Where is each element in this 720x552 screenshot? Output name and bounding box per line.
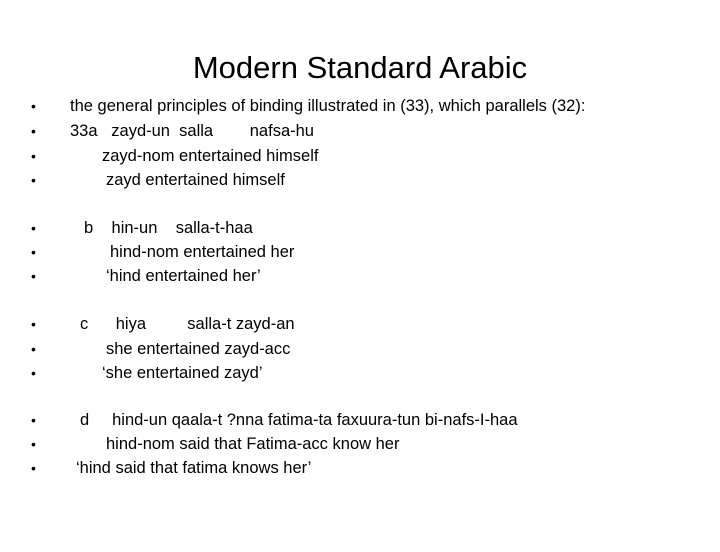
bullet-text: zayd entertained himself bbox=[106, 171, 285, 189]
bullet-dot-icon: • bbox=[31, 98, 36, 114]
bullet-item bbox=[0, 144, 319, 168]
bullet-dot-icon: • bbox=[31, 244, 36, 260]
bullet-item bbox=[0, 216, 253, 240]
bullet-text: ‘hind entertained her’ bbox=[106, 267, 261, 285]
bullet-text: ‘she entertained zayd’ bbox=[102, 364, 263, 382]
bullet-text: d hind-un qaala-t ?nna fatima-ta faxuura-tun bi-nafs-I-haa bbox=[80, 411, 518, 429]
bullet-item bbox=[0, 94, 586, 118]
bullet-dot-icon: • bbox=[31, 316, 36, 332]
bullet-item bbox=[0, 264, 261, 288]
bullet-dot-icon: • bbox=[31, 123, 36, 139]
bullet-text: hind-nom entertained her bbox=[110, 243, 295, 261]
bullet-item bbox=[0, 119, 314, 143]
bullet-item bbox=[0, 456, 312, 480]
bullet-dot-icon: • bbox=[31, 436, 36, 452]
bullet-text: ‘hind said that fatima knows her’ bbox=[76, 459, 312, 477]
bullet-text: zayd-nom entertained himself bbox=[102, 147, 319, 165]
bullet-item bbox=[0, 240, 295, 264]
bullet-item bbox=[0, 312, 295, 336]
bullet-item bbox=[0, 408, 518, 432]
bullet-dot-icon: • bbox=[31, 172, 36, 188]
bullet-text: 33a zayd-un salla nafsa-hu bbox=[70, 122, 314, 140]
slide-title: Modern Standard Arabic bbox=[192, 50, 528, 85]
bullet-item bbox=[0, 361, 263, 385]
bullet-item bbox=[0, 337, 291, 361]
bullet-dot-icon: • bbox=[31, 268, 36, 284]
bullet-text: c hiya salla-t zayd-an bbox=[80, 315, 295, 333]
bullet-item bbox=[0, 168, 285, 192]
bullet-dot-icon: • bbox=[31, 148, 36, 164]
bullet-dot-icon: • bbox=[31, 412, 36, 428]
bullet-dot-icon: • bbox=[31, 365, 36, 381]
bullet-dot-icon: • bbox=[31, 460, 36, 476]
bullet-dot-icon: • bbox=[31, 220, 36, 236]
bullet-text: b hin-un salla-t-haa bbox=[84, 219, 253, 237]
bullet-item bbox=[0, 432, 400, 456]
bullet-text: hind-nom said that Fatima-acc know her bbox=[106, 435, 400, 453]
bullet-dot-icon: • bbox=[31, 341, 36, 357]
bullet-text: she entertained zayd-acc bbox=[106, 340, 291, 358]
bullet-text: the general principles of binding illustrated in (33), which parallels (32): bbox=[70, 97, 586, 115]
